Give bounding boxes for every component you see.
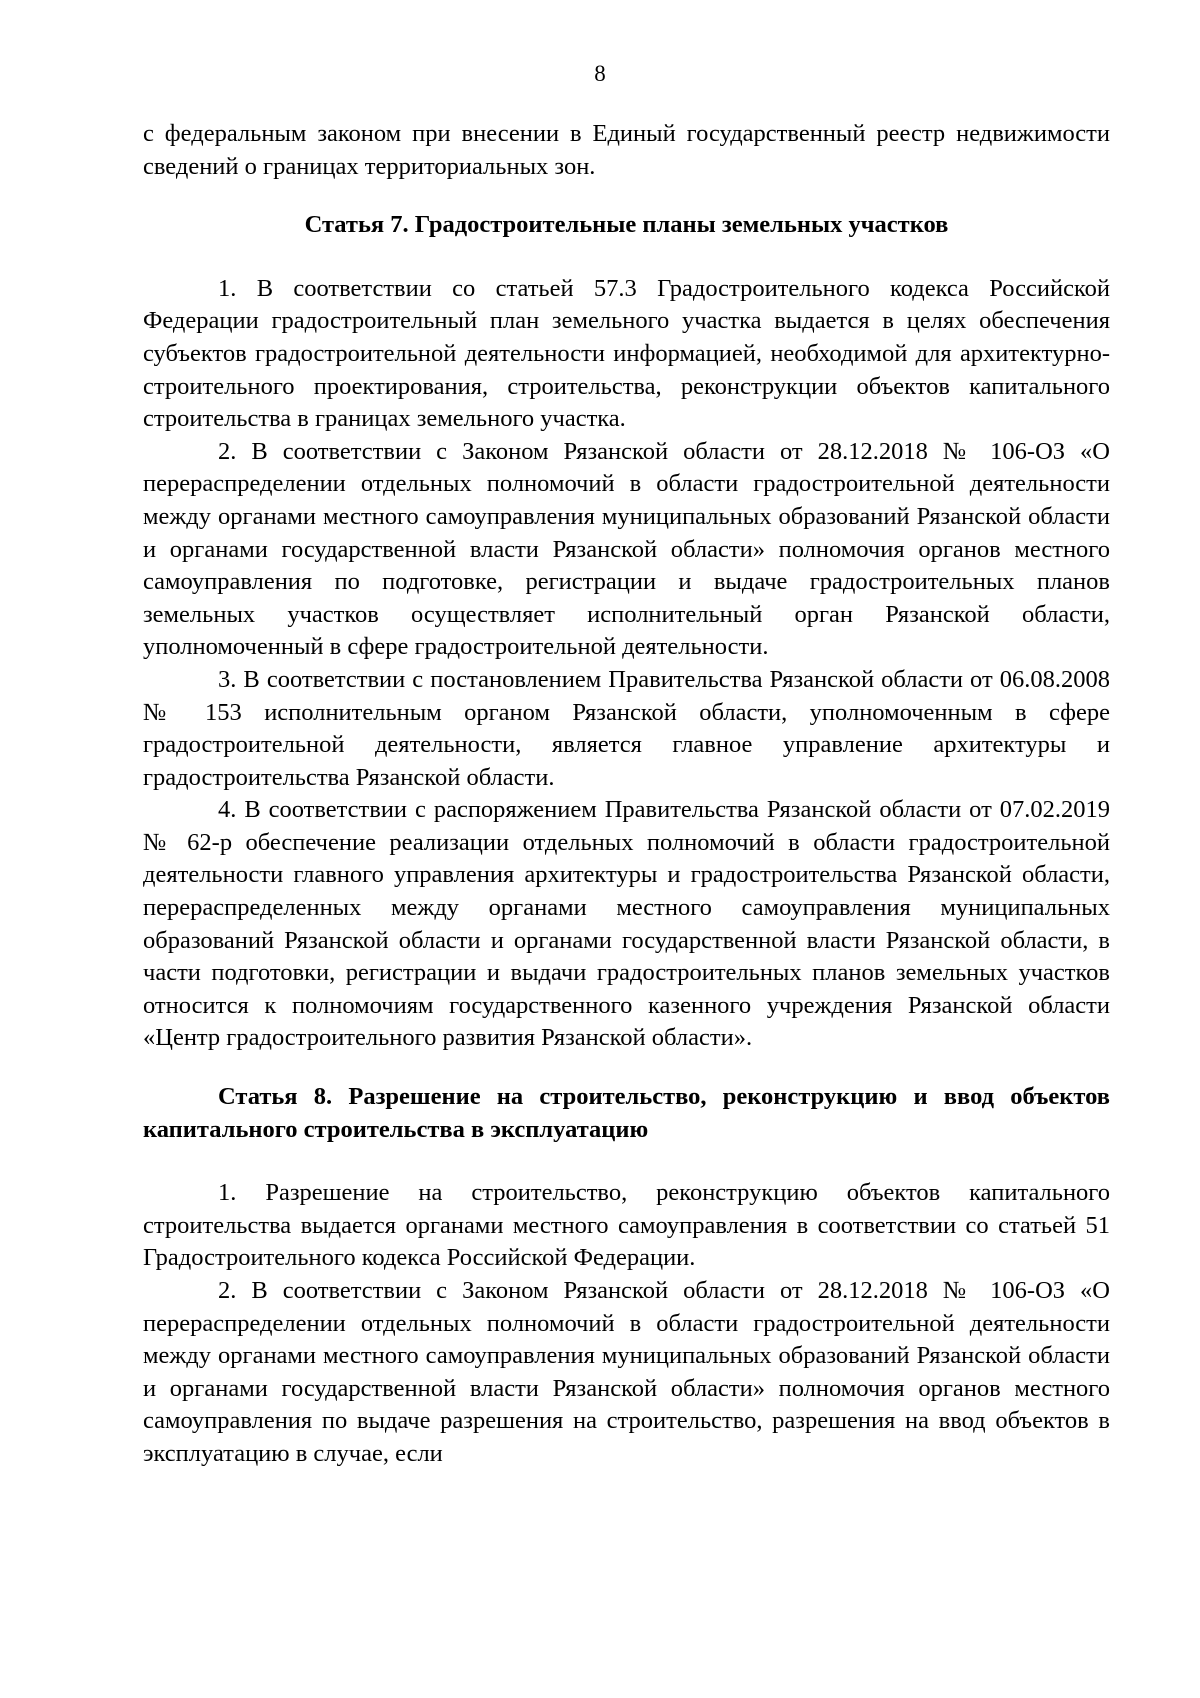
page-number: 8 [594, 61, 606, 86]
article-7-paragraph-2: 2. В соответствии с Законом Рязанской области от 28.12.2018 № 106-ОЗ «О перераспределении отдельных полномочий в области градостроительной деятельности между органами местного самоуправления муниципальных образований Рязанской области и органами государственной власти Рязанской области» полномочия органов местного самоуправления по подготовке, регистрации и выдаче градостроительных планов земельных участков осуществляет исполнительный орган Рязанской области, уполномоченный в сфере градостроительной деятельности. [143, 437, 1110, 661]
article-7-heading: Статья 7. Градостроительные планы земельных участков [304, 211, 949, 239]
article-8-paragraph-2: 2. В соответствии с Законом Рязанской области от 28.12.2018 № 106-ОЗ «О перераспределении отдельных полномочий в области градостроительной деятельности между органами местного самоуправления муниципальных образований Рязанской области и органами государственной власти Рязанской области» полномочия органов местного самоуправления по выдаче разрешения на строительство, разрешения на ввод объектов в эксплуатацию в случае, если [143, 1277, 1110, 1467]
article-8-heading: Статья 8. Разрешение на строительство, реконструкцию и ввод объектов капитального строительства в эксплуатацию [143, 1083, 1110, 1143]
article-7-paragraph-3: 3. В соответствии с постановлением Правительства Рязанской области от 06.08.2008 № 153 исполнительным органом Рязанской области, уполномоченным в сфере градостроительной деятельности, является главное управление архитектуры и градостроительства Рязанской области. [143, 665, 1110, 791]
article-7-paragraph-1: 1. В соответствии со статьей 57.3 Градостроительного кодекса Российской Федерации градостроительный план земельного участка выдается в целях обеспечения субъектов градостроительной деятельности информацией, необходимой для архитектурно-строительного проектирования, строительства, реконструкции объектов капитального строительства в границах земельного участка. [143, 274, 1110, 433]
article-8-paragraph-1: 1. Разрешение на строительство, реконструкцию объектов капитального строительства выдается органами местного самоуправления в соответствии со статьей 51 Градостроительного кодекса Российской Федерации. [143, 1179, 1110, 1272]
page-content [143, 118, 1110, 1471]
article-7-paragraph-4: 4. В соответствии с распоряжением Правительства Рязанской области от 07.02.2019 № 62-р обеспечение реализации отдельных полномочий в области градостроительной деятельности главного управления архитектуры и градостроительства Рязанской области, перераспределенных между органами местного самоуправления муниципальных образований Рязанской области и органами государственной власти Рязанской области, в части подготовки, регистрации и выдачи градостроительных планов земельных участков относится к полномочиям государственного казенного учреждения Рязанской области «Центр градостроительного развития Рязанской области». [143, 796, 1110, 1052]
intro-fragment: с федеральным законом при внесении в Единый государственный реестр недвижимости сведений о границах территориальных зон. [143, 120, 1110, 180]
